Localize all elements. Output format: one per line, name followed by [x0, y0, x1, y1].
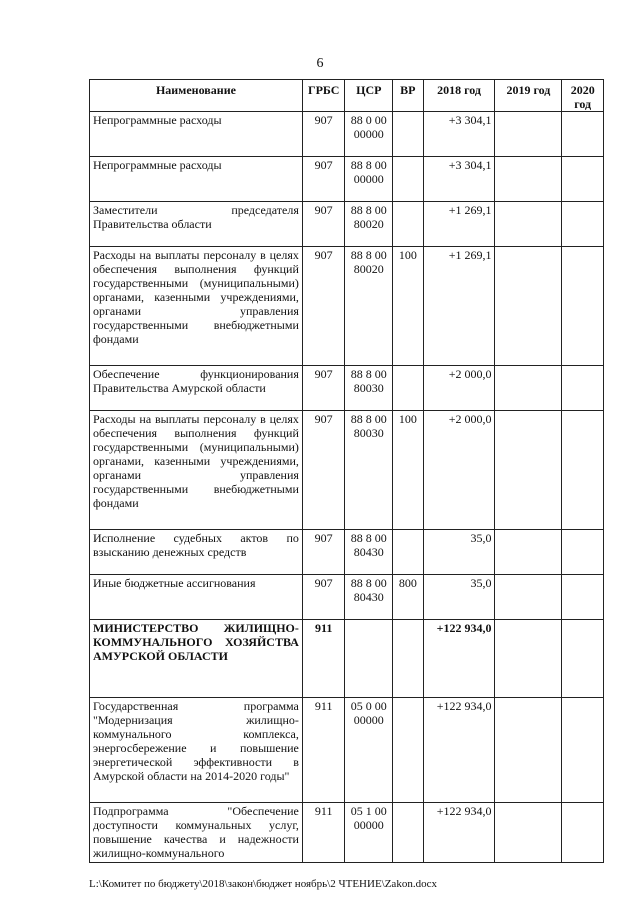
- cell-csr: 88 8 00 80020: [345, 247, 393, 366]
- cell-2020: [562, 698, 604, 803]
- cell-2019: [495, 112, 562, 157]
- cell-2018: 35,0: [423, 575, 495, 620]
- file-path-footer: L:\Комитет по бюджету\2018\закон\бюджет ноябрь\2 ЧТЕНИЕ\Zakon.docx: [89, 878, 437, 890]
- cell-2020: [562, 575, 604, 620]
- cell-2019: [495, 620, 562, 698]
- cell-grbs: 907: [302, 530, 345, 575]
- cell-2019: [495, 366, 562, 411]
- cell-name: Обеспечение функционирования Правительства Амурской области: [90, 366, 303, 411]
- table-row: [90, 411, 604, 530]
- cell-csr: 88 8 00 80430: [345, 575, 393, 620]
- cell-2018: +122 934,0: [423, 620, 495, 698]
- cell-grbs: 907: [302, 366, 345, 411]
- cell-2019: [495, 411, 562, 530]
- cell-2018: 35,0: [423, 530, 495, 575]
- cell-csr: 88 8 00 80030: [345, 366, 393, 411]
- cell-2019: [495, 803, 562, 863]
- cell-vr: [393, 620, 423, 698]
- cell-2020: [562, 620, 604, 698]
- cell-csr: 05 0 00 00000: [345, 698, 393, 803]
- cell-2020: [562, 530, 604, 575]
- cell-2020: [562, 112, 604, 157]
- cell-vr: [393, 202, 423, 247]
- header-csr: ЦСР: [345, 80, 393, 112]
- cell-vr: [393, 157, 423, 202]
- cell-2020: [562, 366, 604, 411]
- header-2019: 2019 год: [495, 80, 562, 112]
- cell-csr: 88 8 00 80020: [345, 202, 393, 247]
- cell-name: Заместители председателя Правительства области: [90, 202, 303, 247]
- table-row: [90, 366, 604, 411]
- cell-2018: +2 000,0: [423, 411, 495, 530]
- cell-2018: +122 934,0: [423, 803, 495, 863]
- cell-vr: [393, 530, 423, 575]
- cell-csr: 88 8 00 00000: [345, 157, 393, 202]
- cell-2018: +2 000,0: [423, 366, 495, 411]
- cell-vr: [393, 698, 423, 803]
- cell-csr: 88 0 00 00000: [345, 112, 393, 157]
- cell-2018: +3 304,1: [423, 112, 495, 157]
- cell-grbs: 907: [302, 202, 345, 247]
- table-row: [90, 620, 604, 698]
- header-vr: ВР: [393, 80, 423, 112]
- cell-name: Непрограммные расходы: [90, 157, 303, 202]
- cell-2018: +1 269,1: [423, 202, 495, 247]
- table-row: [90, 530, 604, 575]
- table-row: [90, 698, 604, 803]
- cell-csr: [345, 620, 393, 698]
- table-row: [90, 803, 604, 863]
- cell-grbs: 911: [302, 620, 345, 698]
- table-row: [90, 247, 604, 366]
- cell-grbs: 907: [302, 157, 345, 202]
- cell-csr: 88 8 00 80430: [345, 530, 393, 575]
- table-row: [90, 575, 604, 620]
- budget-table: [89, 79, 604, 863]
- cell-2019: [495, 202, 562, 247]
- cell-name: Расходы на выплаты персоналу в целях обеспечения выполнения функций государственными (муниципальными) органами, казенными учреждениями, органами управления государственными внебюджетными фондами: [90, 247, 303, 366]
- cell-vr: 100: [393, 411, 423, 530]
- header-2020: 2020 год: [562, 80, 604, 112]
- cell-grbs: 907: [302, 411, 345, 530]
- cell-vr: 100: [393, 247, 423, 366]
- cell-grbs: 911: [302, 803, 345, 863]
- cell-name: Непрограммные расходы: [90, 112, 303, 157]
- cell-2018: +1 269,1: [423, 247, 495, 366]
- table-header-row: [90, 80, 604, 112]
- cell-grbs: 907: [302, 112, 345, 157]
- cell-csr: 05 1 00 00000: [345, 803, 393, 863]
- cell-2019: [495, 157, 562, 202]
- cell-2019: [495, 530, 562, 575]
- cell-2020: [562, 202, 604, 247]
- cell-name: МИНИСТЕРСТВО ЖИЛИЩНО-КОММУНАЛЬНОГО ХОЗЯЙСТВА АМУРСКОЙ ОБЛАСТИ: [90, 620, 303, 698]
- cell-2020: [562, 803, 604, 863]
- cell-grbs: 907: [302, 575, 345, 620]
- cell-name: Исполнение судебных актов по взысканию денежных средств: [90, 530, 303, 575]
- cell-name: Государственная программа "Модернизация жилищно-коммунального комплекса, энергосбережение и повышение энергетической эффективности в Амурской области на 2014-2020 годы": [90, 698, 303, 803]
- cell-2018: +122 934,0: [423, 698, 495, 803]
- cell-csr: 88 8 00 80030: [345, 411, 393, 530]
- cell-vr: 800: [393, 575, 423, 620]
- cell-name: Иные бюджетные ассигнования: [90, 575, 303, 620]
- cell-2019: [495, 698, 562, 803]
- cell-vr: [393, 366, 423, 411]
- cell-grbs: 907: [302, 247, 345, 366]
- cell-vr: [393, 803, 423, 863]
- header-name: Наименование: [90, 80, 303, 112]
- table-row: [90, 112, 604, 157]
- cell-grbs: 911: [302, 698, 345, 803]
- table-row: [90, 202, 604, 247]
- header-grbs: ГРБС: [302, 80, 345, 112]
- cell-name: Расходы на выплаты персоналу в целях обеспечения выполнения функций государственными (муниципальными) органами, казенными учреждениями, органами управления государственными внебюджетными фондами: [90, 411, 303, 530]
- cell-2020: [562, 157, 604, 202]
- cell-name: Подпрограмма "Обеспечение доступности коммунальных услуг, повышение качества и надежности жилищно-коммунального: [90, 803, 303, 863]
- table-row: [90, 157, 604, 202]
- cell-vr: [393, 112, 423, 157]
- header-2018: 2018 год: [423, 80, 495, 112]
- cell-2020: [562, 411, 604, 530]
- page-number: 6: [316, 56, 324, 71]
- cell-2018: +3 304,1: [423, 157, 495, 202]
- cell-2019: [495, 247, 562, 366]
- cell-2019: [495, 575, 562, 620]
- cell-2020: [562, 247, 604, 366]
